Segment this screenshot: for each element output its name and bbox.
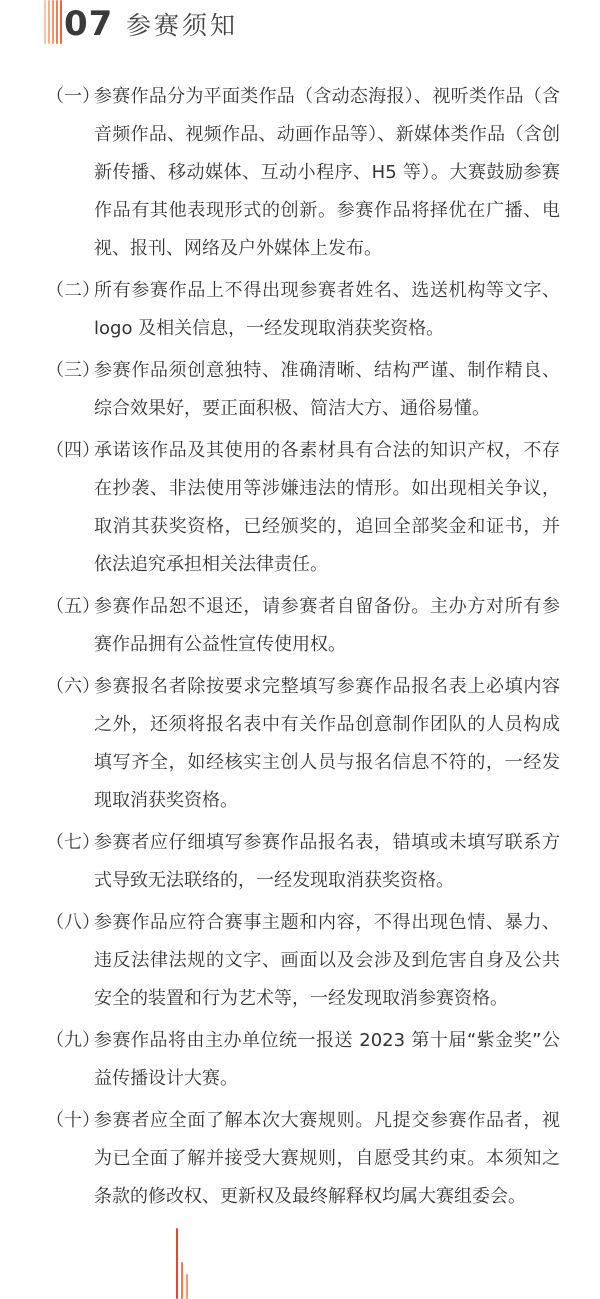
notice-item — [46, 1022, 560, 1098]
header-stripe — [60, 0, 62, 44]
notice-list — [46, 78, 560, 1220]
notice-item-text: 参赛作品将由主办单位统一报送 2023 第十届“紫金奖”公益传播设计大赛。 — [94, 1030, 560, 1089]
section-header — [0, 0, 600, 52]
notice-item-text: 参赛作品应符合赛事主题和内容，不得出现色情、暴力、违反法律法规的文字、画面以及会涉及到危害自身及公共安全的装置和行为艺术等，一经发现取消参赛资格。 — [94, 912, 560, 1009]
header-stripe — [56, 0, 58, 44]
notice-item-marker: （九） — [46, 1030, 100, 1051]
notice-item-marker: （一） — [46, 86, 100, 107]
notice-item-marker: （七） — [46, 832, 100, 853]
notice-item — [46, 668, 560, 820]
notice-item-text: 参赛作品恕不退还，请参赛者自留备份。主办方对所有参赛作品拥有公益性宣传使用权。 — [94, 596, 560, 655]
header-stripe — [52, 0, 54, 44]
notice-item-marker: （八） — [46, 912, 100, 933]
notice-item-text: 所有参赛作品上不得出现参赛者姓名、选送机构等文字、logo 及相关信息，一经发现取消获奖资格。 — [94, 280, 560, 339]
section-title: 参赛须知 — [126, 11, 239, 40]
header-stripe — [48, 0, 50, 44]
notice-item — [46, 272, 560, 348]
notice-item — [46, 78, 560, 268]
notice-item — [46, 904, 560, 1018]
footer-line — [176, 1228, 178, 1299]
footer-line — [186, 1274, 188, 1299]
notice-item-text: 参赛作品须创意独特、准确清晰、结构严谨、制作精良、综合效果好，要正面积极、简洁大方、通俗易懂。 — [94, 360, 560, 419]
notice-item-marker: （三） — [46, 360, 100, 381]
notice-item — [46, 824, 560, 900]
notice-item-marker: （二） — [46, 280, 100, 301]
notice-item-marker: （十） — [46, 1110, 100, 1131]
section-number: 07 — [64, 4, 114, 44]
notice-item — [46, 432, 560, 584]
notice-item — [46, 1102, 560, 1216]
notice-item-marker: （四） — [46, 440, 100, 461]
notice-item-text: 参赛者应全面了解本次大赛规则。凡提交参赛作品者，视为已全面了解并接受大赛规则，自愿受其约束。本须知之条款的修改权、更新权及最终解释权均属大赛组委会。 — [94, 1110, 560, 1207]
footer-lines-decoration — [176, 1228, 196, 1299]
notice-item-text: 参赛者应仔细填写参赛作品报名表，错填或未填写联系方式导致无法联络的，一经发现取消获奖资格。 — [94, 832, 560, 891]
notice-item — [46, 352, 560, 428]
notice-item — [46, 588, 560, 664]
notice-item-text: 参赛作品分为平面类作品（含动态海报）、视听类作品（含音频作品、视频作品、动画作品等）、新媒体类作品（含创新传播、移动媒体、互动小程序、H5 等）。大赛鼓励参赛作品有其他表现形式的创新。参赛作品将择优在广播、电视、报刊、网络及户外媒体上发布。 — [94, 86, 560, 259]
header-stripe — [44, 0, 46, 44]
notice-item-text: 承诺该作品及其使用的各素材具有合法的知识产权，不存在抄袭、非法使用等涉嫌违法的情形。如出现相关争议，取消其获奖资格，已经颁奖的，追回全部奖金和证书，并依法追究承担相关法律责任。 — [94, 440, 560, 575]
notice-item-marker: （五） — [46, 596, 100, 617]
footer-line — [181, 1262, 183, 1299]
notice-item-text: 参赛报名者除按要求完整填写参赛作品报名表上必填内容之外，还须将报名表中有关作品创意制作团队的人员构成填写齐全，如经核实主创人员与报名信息不符的，一经发现取消获奖资格。 — [94, 676, 560, 811]
notice-item-marker: （六） — [46, 676, 100, 697]
